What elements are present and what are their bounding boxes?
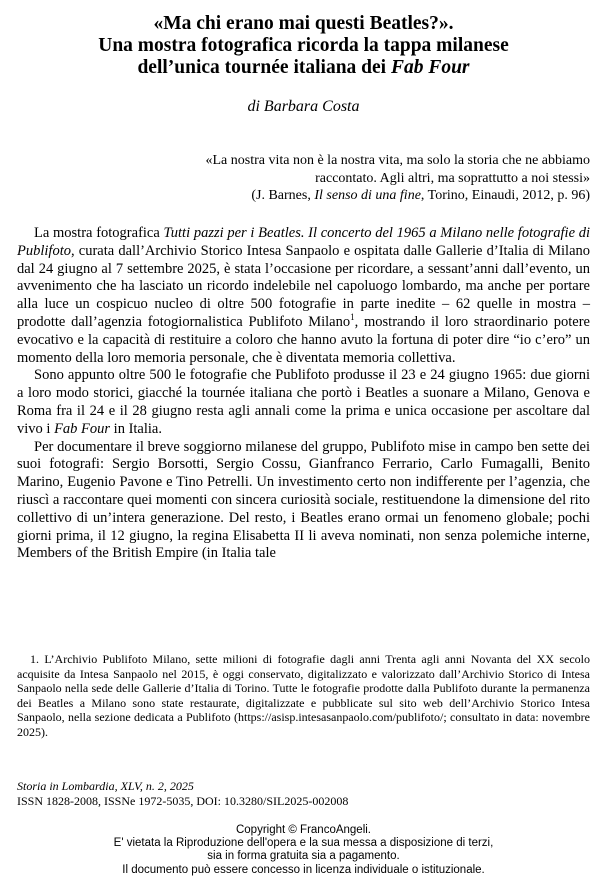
epigraph-line: (J. Barnes, Il senso di una fine, Torino, Einaudi, 2012, p. 96)	[251, 188, 590, 203]
author-byline: di Barbara Costa	[247, 98, 360, 115]
article-body	[17, 225, 590, 563]
footnote-text: 1. L’Archivio Publifoto Milano, sette milioni di fotografie dagli anni Trenta agli anni Novanta del XX secolo acquisite da Intesa Sanpaolo nel 2015, è oggi conservato, digitalizzato e valorizzato dall’Archivio Storico di Intesa Sanpaolo nella sede delle Gallerie d’Italia di Torino. Tutte le fotografie prodotte dalla Publifoto durante la permanenza dei Beatles a Milano sono state restaurate, digitalizzate e pubblicate sul sito web dell’Archivio Storico Intesa Sanpaolo, nella sezione dedicata a Publifoto (https://asisp.intesasanpaolo.com/publifoto/; consultato in data: novembre 2025).	[17, 652, 590, 739]
epigraph	[17, 152, 590, 205]
title-line: Una mostra fotografica ricorda la tappa milanese	[98, 35, 509, 56]
issn-doi-line: ISSN 1828-2008, ISSNe 1972-5035, DOI: 10.3280/SIL2025-002008	[17, 793, 349, 808]
body-paragraph: Sono appunto oltre 500 le fotografie che Publifoto produsse il 23 e 24 giugno 1965: due giorni a loro modo storici, giacché la tournée italiana che portò i Beatles a suonare a Milano, Genova e Roma fra il 24 e il 28 giugno resta agli annali come la prima e unica occasione per ascoltare dal vivo i Fab Four in Italia.	[17, 367, 590, 437]
footnote-block	[17, 652, 590, 740]
title-line: «Ma chi erano mai questi Beatles?».	[153, 13, 454, 34]
journal-colophon	[17, 779, 590, 808]
copyright-line: Copyright © FrancoAngeli.	[235, 824, 372, 836]
body-paragraph: Per documentare il breve soggiorno milanese del gruppo, Publifoto mise in campo ben sette dei suoi fotografi: Sergio Borsotti, Sergio Cossu, Gianfranco Ferrario, Carlo Fumagalli, Benito Marino, Eugenio Pavone e Tino Petrelli. Un investimento certo non indifferente per l’agenzia, che riuscì a raccontare quei momenti con sincera curiosità sociale, restituendone la dimensione del rito collettivo di un’intera generazione. Del resto, i Beatles erano ormai un fenomeno globale; pochi giorni prima, il 12 giugno, la regina Elisabetta II li aveva nominati, non senza polemiche interne, Members of the British Empire (in Italia tale	[17, 438, 590, 562]
copyright-line: Il documento può essere concesso in licenza individuale o istituzionale.	[122, 863, 485, 876]
copyright-line: E' vietata la Riproduzione dell'opera e la sua messa a disposizione di terzi,	[113, 837, 494, 850]
journal-citation: Storia in Lombardia, XLV, n. 2, 2025	[17, 779, 194, 793]
copyright-notice	[17, 824, 590, 877]
page-title	[17, 13, 590, 79]
body-paragraph: La mostra fotografica Tutti pazzi per i Beatles. Il concerto del 1965 a Milano nelle fotografie di Publifoto, curata dall’Archivio Storico Intesa Sanpaolo e ospitata dalle Gallerie d’Italia di Milano dal 24 giugno al 7 settembre 2025, è stata l’occasione per ricordare, a sessant’anni dall’evento, un avvenimento che ha lasciato un ricordo indelebile nel capoluogo lombardo, ma anche per portare alla luce un cospicuo nucleo di oltre 500 fotografie in parte inedite – 62 quelle in mostra – prodotte dall’agenzia fotogiornalistica Publifoto Milano$^1$, mostrando il loro straordinario potere evocativo e la capacità di restituire a coloro che hanno avuto la fortuna di poter dire “io c’ero” un momento della loro memoria personale, che è diventata memoria collettiva.	[17, 225, 590, 366]
copyright-line: sia in forma gratuita sia a pagamento.	[207, 850, 400, 863]
epigraph-line: «La nostra vita non è la nostra vita, ma solo la storia che ne abbiamo	[205, 153, 590, 168]
epigraph-line: raccontato. Agli altri, ma soprattutto a noi stessi»	[315, 170, 590, 186]
title-line: dell’unica tournée italiana dei Fab Four	[137, 57, 470, 78]
